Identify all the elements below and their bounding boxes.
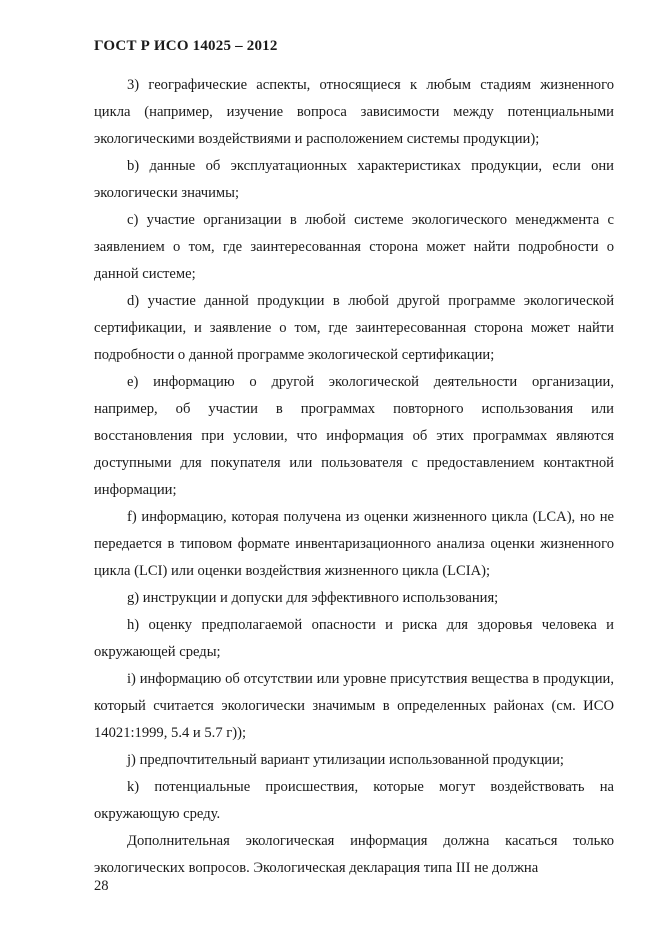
paragraph-item-g: g) инструкции и допуски для эффективного использования; (127, 590, 499, 606)
paragraph-additional-info: Дополнительная экологическая информация должна касаться только экологических вопросов. Экологическая декларация типа III не должна (94, 833, 614, 876)
paragraph-item-j: j) предпочтительный вариант утилизации использованной продукции; (127, 752, 564, 768)
paragraph-item-b: b) данные об эксплуатационных характеристиках продукции, если они экологически значимы; (94, 158, 614, 201)
document-header: ГОСТ Р ИСО 14025 – 2012 (94, 38, 278, 54)
paragraph-item-d: d) участие данной продукции в любой другой программе экологической сертификации, и заявление о том, где заинтересованная сторона может найти подробности о данной программе экологической сертификации; (94, 293, 614, 363)
paragraph-item-e: e) информацию о другой экологической деятельности организации, например, об участии в программах повторного использования или восстановления при условии, что информация об этих программах являются доступными для покупателя или пользователя с предоставлением контактной информации; (94, 374, 614, 498)
page-number: 28 (94, 878, 109, 894)
paragraph-item-i: i) информацию об отсутствии или уровне присутствия вещества в продукции, который считается экологически значимым в определенных районах (см. ИСО 14021:1999, 5.4 и 5.7 г)); (94, 671, 614, 741)
document-body (94, 72, 614, 882)
paragraph-item-c: c) участие организации в любой системе экологического менеджмента с заявлением о том, где заинтересованная сторона может найти подробности о данной системе; (94, 212, 614, 282)
paragraph-item-f: f) информацию, которая получена из оценки жизненного цикла (LCA), но не передается в типовом формате инвентаризационного анализа оценки жизненного цикла (LCI) или оценки воздействия жизненного цикла (LCIA); (94, 509, 614, 579)
paragraph-item-3: 3) географические аспекты, относящиеся к любым стадиям жизненного цикла (например, изучение вопроса зависимости между потенциальными экологическими воздействиями и расположением системы продукции); (94, 77, 614, 147)
paragraph-item-k: k) потенциальные происшествия, которые могут воздействовать на окружающую среду. (94, 779, 614, 822)
paragraph-item-h: h) оценку предполагаемой опасности и риска для здоровья человека и окружающей среды; (94, 617, 614, 660)
